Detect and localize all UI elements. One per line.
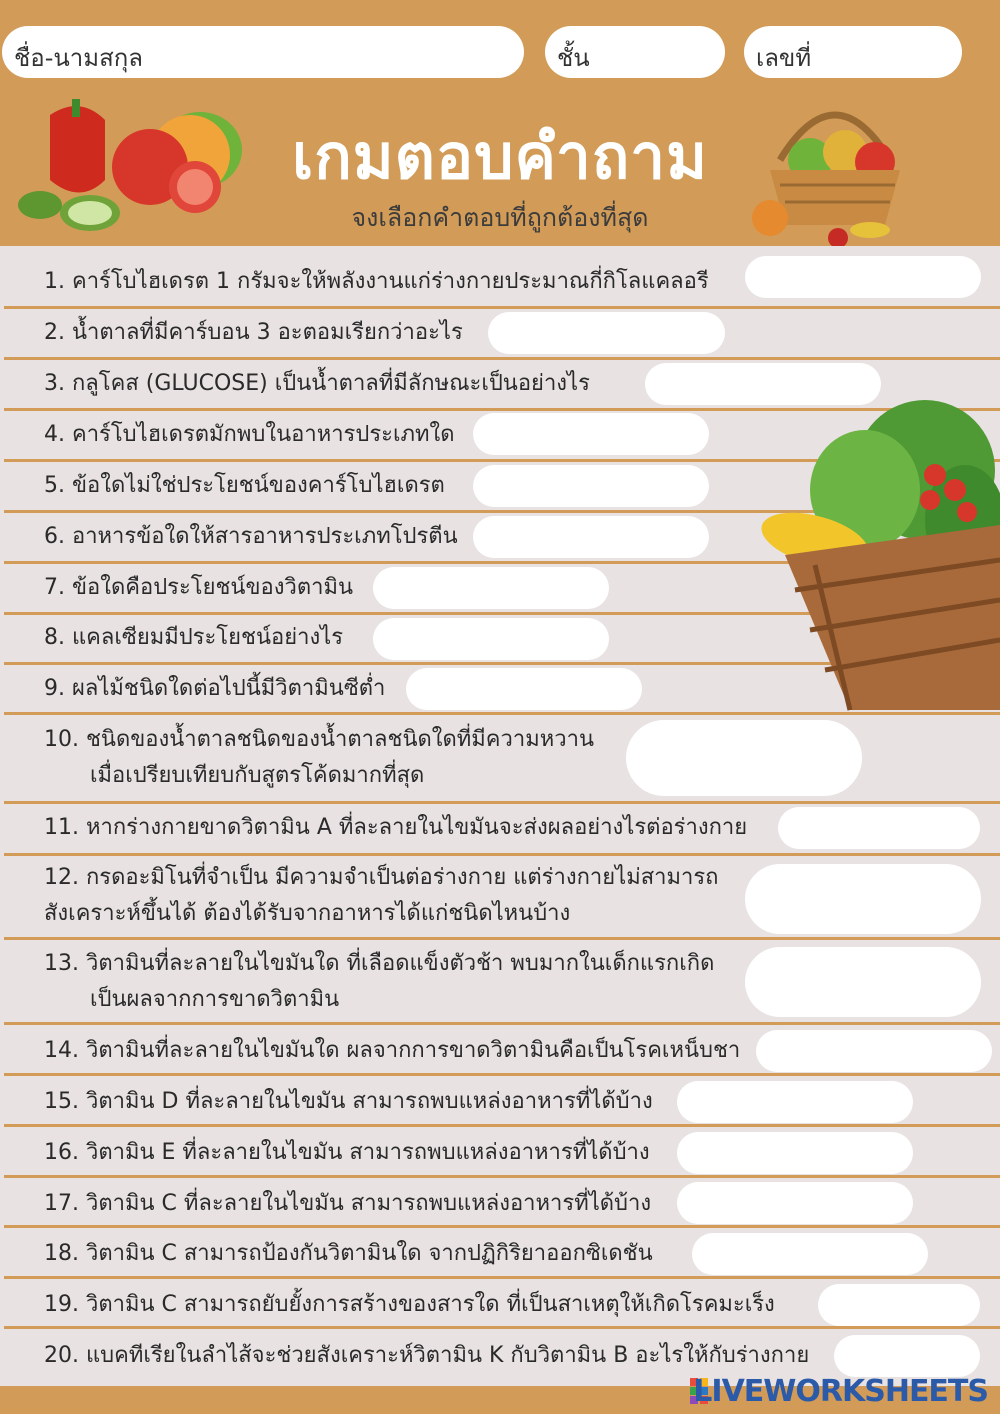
question-3: 3. กลูโคส (GLUCOSE) เป็นน้ำตาลที่มีลักษณะเป็นอย่างไร — [44, 371, 590, 396]
page-title: เกมตอบคำถาม — [292, 120, 708, 193]
number-field[interactable] — [744, 26, 962, 78]
answer-input-13[interactable] — [745, 947, 981, 1017]
divider — [4, 937, 1000, 940]
answer-input-8[interactable] — [373, 618, 609, 660]
divider — [4, 357, 1000, 360]
answer-input-1[interactable] — [745, 256, 981, 298]
question-5: 5. ข้อใดไม่ใช่ประโยชน์ของคาร์โบไฮเดรต — [44, 473, 445, 498]
divider — [4, 306, 1000, 309]
answer-input-11[interactable] — [778, 807, 980, 849]
divider — [4, 1276, 1000, 1279]
answer-input-10[interactable] — [626, 720, 862, 796]
answer-input-15[interactable] — [677, 1081, 913, 1123]
page-subtitle: จงเลือกคำตอบที่ถูกต้องที่สุด — [351, 203, 649, 232]
question-1: 1. คาร์โบไฮเดรต 1 กรัมจะให้พลังงานแก่ร่างกายประมาณกี่กิโลแคลอรี — [44, 269, 709, 294]
answer-input-16[interactable] — [677, 1132, 913, 1174]
liveworksheets-brand: LIVEWORKSHEETS — [693, 1374, 988, 1409]
answer-input-9[interactable] — [406, 668, 642, 710]
question-20: 20. แบคทีเรียในลำไส้จะช่วยสังเคราะห์วิตามิน K กับวิตามิน B อะไรให้กับร่างกาย — [44, 1343, 810, 1368]
question-11: 11. หากร่างกายขาดวิตามิน A ที่ละลายในไขมันจะส่งผลอย่างไรต่อร่างกาย — [44, 815, 748, 840]
question-10-line-1: 10. ชนิดของน้ำตาลชนิดของน้ำตาลชนิดใดที่มีความหวาน — [44, 727, 594, 752]
answer-input-4[interactable] — [473, 413, 709, 455]
question-13-line-1: 13. วิตามินที่ละลายในไขมันใด ที่เลือดแข็งตัวช้า พบมากในเด็กแรกเกิด — [44, 951, 715, 976]
header — [0, 0, 1000, 246]
answer-input-20[interactable] — [834, 1335, 980, 1377]
number-label: เลขที่ — [756, 44, 812, 72]
question-7: 7. ข้อใดคือประโยชน์ของวิตามิน — [44, 575, 353, 600]
question-9: 9. ผลไม้ชนิดใดต่อไปนี้มีวิตามินซีต่ำ — [44, 676, 386, 701]
question-16: 16. วิตามิน E ที่ละลายในไขมัน สามารถพบแหล่งอาหารที่ได้บ้าง — [44, 1140, 650, 1165]
question-2: 2. น้ำตาลที่มีคาร์บอน 3 อะตอมเรียกว่าอะไร — [44, 320, 463, 345]
answer-input-19[interactable] — [818, 1284, 980, 1326]
question-14: 14. วิตามินที่ละลายในไขมันใด ผลจากการขาดวิตามินคือเป็นโรคเหน็บชา — [44, 1038, 741, 1063]
answer-input-3[interactable] — [645, 363, 881, 405]
answer-input-2[interactable] — [488, 312, 725, 354]
divider — [4, 1175, 1000, 1178]
class-field[interactable] — [545, 26, 725, 78]
question-10-line-2: เมื่อเปรียบเทียบกับสูตรโค้ดมากที่สุด — [90, 763, 425, 788]
question-12-line-1: 12. กรดอะมิโนที่จำเป็น มีความจำเป็นต่อร่างกาย แต่ร่างกายไม่สามารถ — [44, 865, 719, 890]
question-12-line-2: สังเคราะห์ขึ้นได้ ต้องได้รับจากอาหารได้แก่ชนิดไหนบ้าง — [44, 901, 571, 926]
question-17: 17. วิตามิน C ที่ละลายในไขมัน สามารถพบแหล่งอาหารที่ได้บ้าง — [44, 1191, 652, 1216]
question-19: 19. วิตามิน C สามารถยับยั้งการสร้างของสารใด ที่เป็นสาเหตุให้เกิดโรคมะเร็ง — [44, 1292, 775, 1317]
question-4: 4. คาร์โบไฮเดรตมักพบในอาหารประเภทใด — [44, 422, 455, 447]
answer-input-6[interactable] — [473, 516, 709, 558]
vegetables-illustration — [10, 95, 245, 235]
basket-illustration — [750, 90, 920, 246]
name-field[interactable] — [2, 26, 524, 78]
answer-input-7[interactable] — [373, 567, 609, 609]
divider — [4, 1124, 1000, 1127]
answer-input-5[interactable] — [473, 465, 709, 507]
divider — [4, 853, 1000, 856]
answer-input-12[interactable] — [745, 864, 981, 934]
class-label: ชั้น — [557, 44, 590, 72]
divider — [4, 1073, 1000, 1076]
question-15: 15. วิตามิน D ที่ละลายในไขมัน สามารถพบแหล่งอาหารที่ได้บ้าง — [44, 1089, 653, 1114]
answer-input-18[interactable] — [692, 1233, 928, 1275]
divider — [4, 801, 1000, 804]
question-8: 8. แคลเซียมมีประโยชน์อย่างไร — [44, 625, 344, 650]
name-label: ชื่อ-นามสกุล — [14, 44, 143, 72]
divider — [4, 1022, 1000, 1025]
answer-input-14[interactable] — [756, 1030, 992, 1072]
question-13-line-2: เป็นผลจากการขาดวิตามิน — [90, 987, 340, 1012]
crate-illustration — [755, 390, 1000, 715]
answer-input-17[interactable] — [677, 1182, 913, 1224]
divider — [4, 1225, 1000, 1228]
question-6: 6. อาหารข้อใดให้สารอาหารประเภทโปรตีน — [44, 524, 458, 549]
divider — [4, 1326, 1000, 1329]
question-18: 18. วิตามิน C สามารถป้องกันวิตามินใด จากปฏิกิริยาออกซิเดชัน — [44, 1241, 653, 1266]
